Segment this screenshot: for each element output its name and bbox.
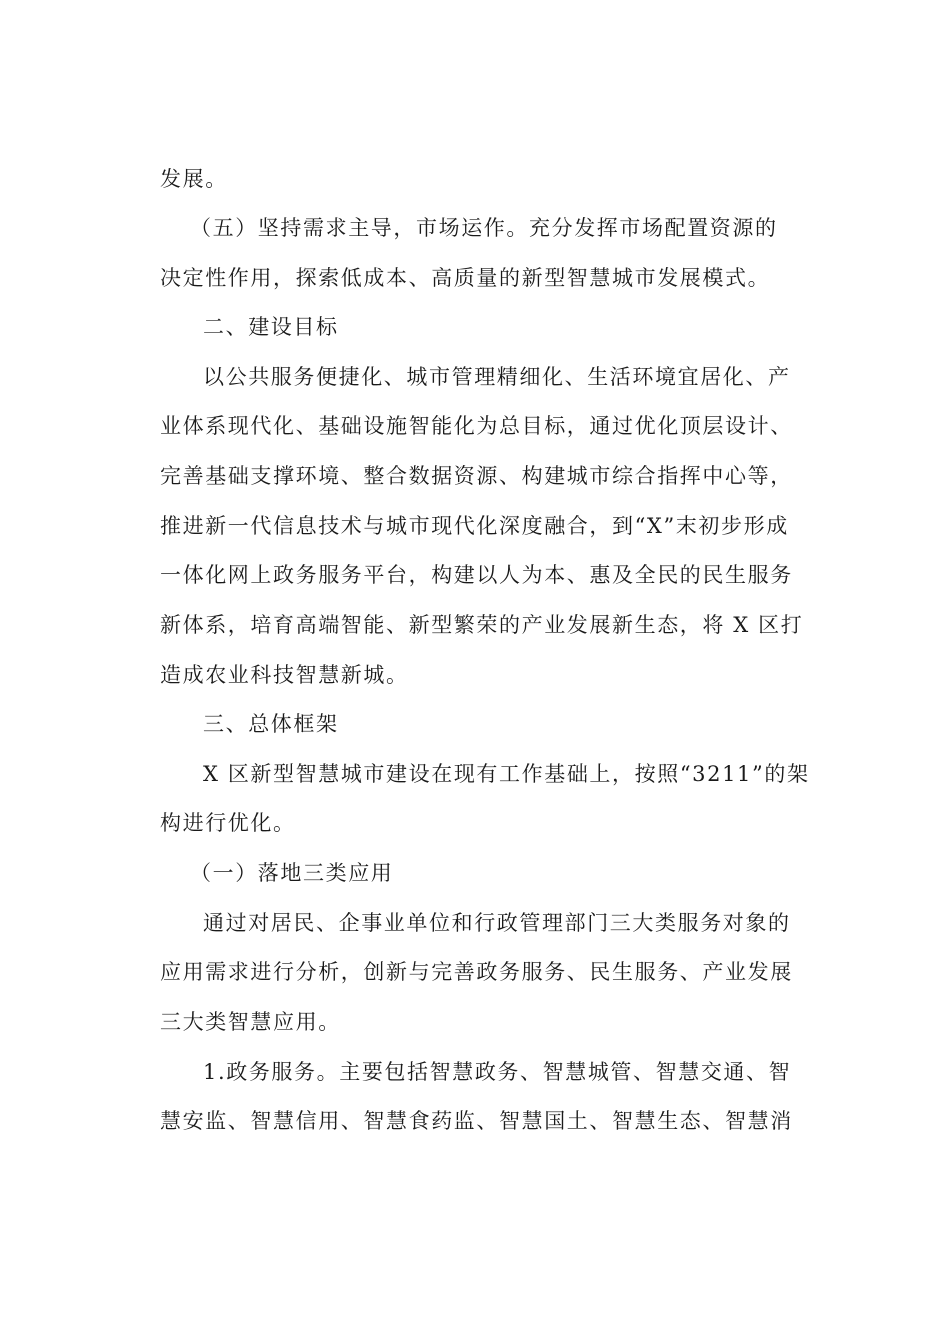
text-line: 1.政务服务。主要包括智慧政务、智慧城管、智慧交通、智 <box>203 1060 792 1084</box>
text-line: 业体系现代化、基础设施智能化为总目标，通过优化顶层设计、 <box>160 414 793 438</box>
text-line: 以公共服务便捷化、城市管理精细化、生活环境宜居化、产 <box>203 365 791 389</box>
text-line: 决定性作用，探索低成本、高质量的新型智慧城市发展模式。 <box>160 266 771 290</box>
text-line: 发展。 <box>160 167 228 191</box>
text-line: 构进行优化。 <box>160 811 296 835</box>
text-line: 新体系，培育高端智能、新型繁荣的产业发展新生态，将 X 区打 <box>160 613 804 637</box>
text-line: 慧安监、智慧信用、智慧食药监、智慧国土、智慧生态、智慧消 <box>160 1109 793 1133</box>
text-line: 完善基础支撑环境、整合数据资源、构建城市综合指挥中心等， <box>160 464 793 488</box>
text-line: 造成农业科技智慧新城。 <box>160 663 409 687</box>
subsection-heading: （一）落地三类应用 <box>190 861 394 885</box>
text-line: （五）坚持需求主导，市场运作。充分发挥市场配置资源的 <box>190 216 778 240</box>
text-line: 通过对居民、企事业单位和行政管理部门三大类服务对象的 <box>203 911 791 935</box>
section-heading: 三、总体框架 <box>203 712 339 736</box>
text-line: 三大类智慧应用。 <box>160 1010 341 1034</box>
text-line: X 区新型智慧城市建设在现有工作基础上，按照“3211”的架 <box>203 762 810 786</box>
text-line: 应用需求进行分析，创新与完善政务服务、民生服务、产业发展 <box>160 960 793 984</box>
section-heading: 二、建设目标 <box>203 315 339 339</box>
text-line: 推进新一代信息技术与城市现代化深度融合，到“X”末初步形成 <box>160 514 789 538</box>
text-line: 一体化网上政务服务平台，构建以人为本、惠及全民的民生服务 <box>160 563 793 587</box>
